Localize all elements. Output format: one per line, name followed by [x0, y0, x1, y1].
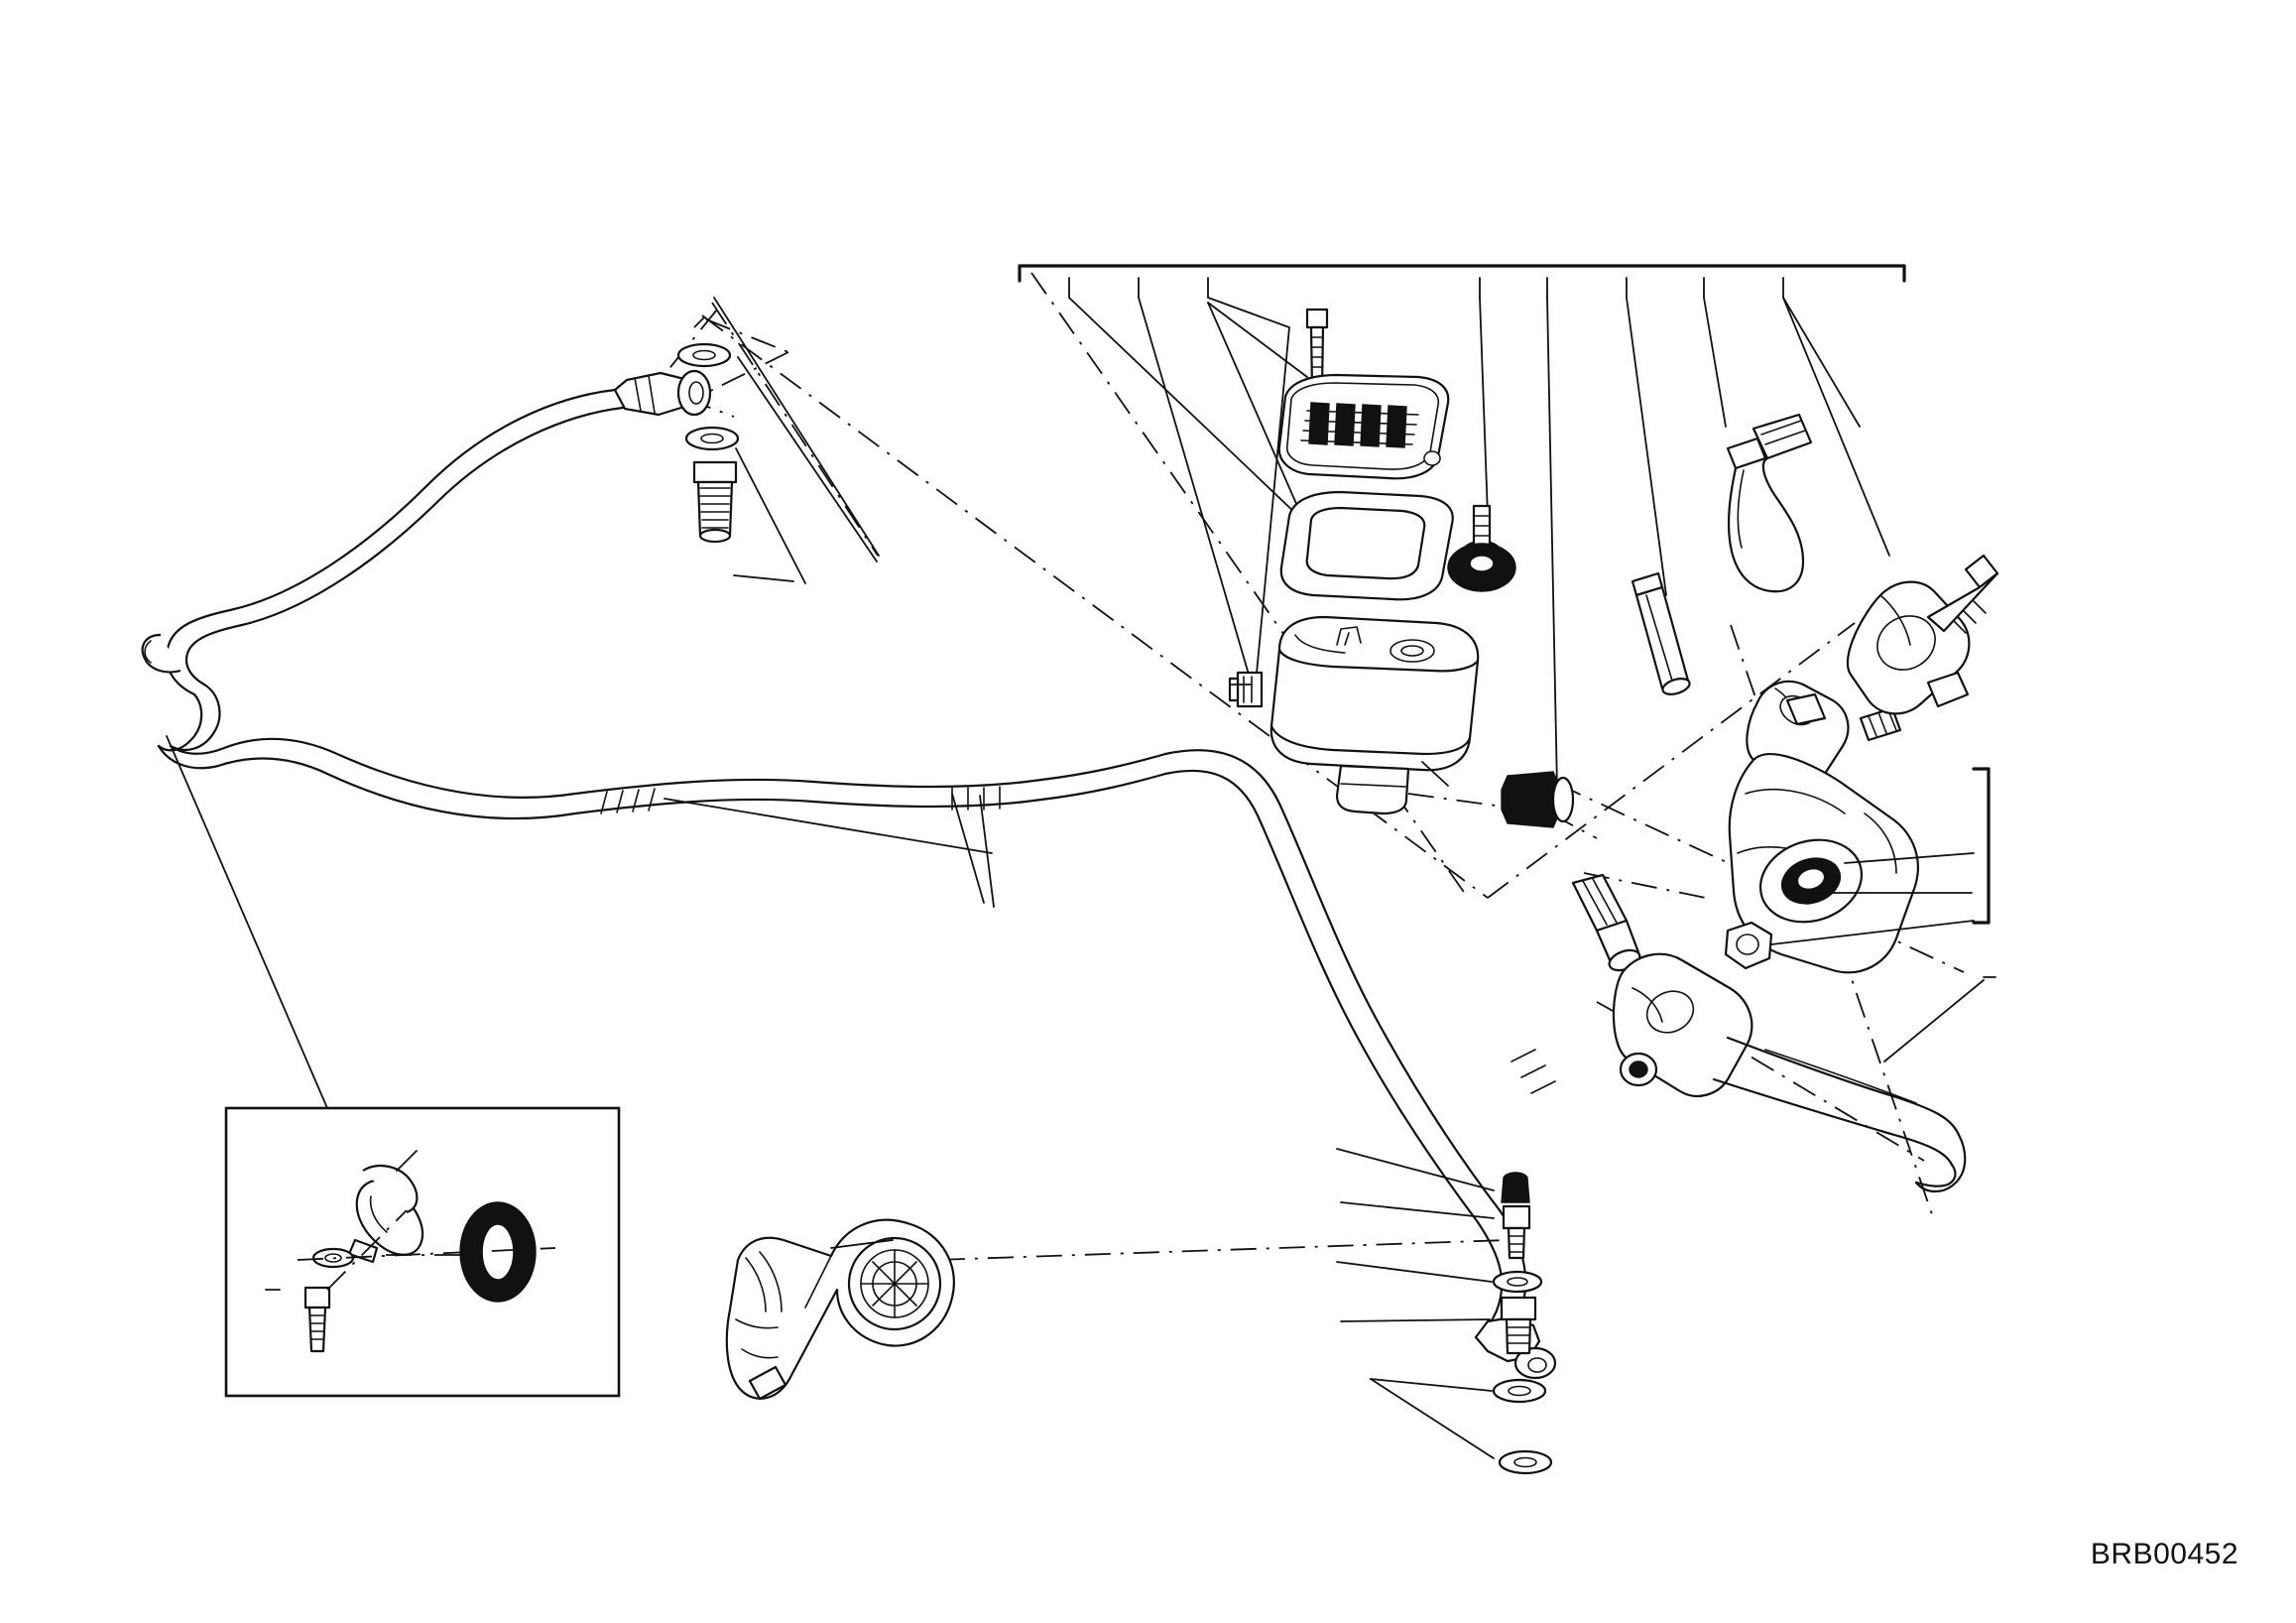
reservoir-cap [1279, 375, 1448, 478]
sealing-washer-lower-3 [1500, 1451, 1551, 1473]
clamp-half [1848, 582, 1969, 714]
sealing-washer-upper-1 [678, 344, 730, 366]
banjo-bolt-lower [1502, 1298, 1535, 1353]
reservoir-sight-plug [1448, 506, 1515, 591]
bleed-screw [1504, 1206, 1529, 1258]
banjo-bolt-upper [694, 462, 736, 542]
hose-clip-detail-box [167, 736, 619, 1396]
leader-lines-lower [1337, 1149, 1494, 1458]
reservoir-gasket [1281, 492, 1453, 599]
line-clip-on-hose [143, 635, 181, 673]
detail-grommet [460, 1202, 536, 1302]
top-assembly-bracket [1020, 266, 1904, 298]
bleed-cap [1502, 1173, 1529, 1202]
detail-line-clip [349, 1166, 423, 1262]
clutch-lever [1614, 954, 1965, 1191]
reservoir-hose-boot [1502, 772, 1573, 827]
detail-clip-screw [305, 1288, 329, 1351]
reference-code: BRB00452 [2090, 1538, 2238, 1570]
assembly-axis-lines [337, 273, 1964, 1265]
hose-sleeve-bands [601, 787, 1555, 1093]
sealing-washer-upper-2 [686, 428, 738, 449]
reservoir-retaining-clip [1230, 673, 1262, 706]
pivot-pin [1632, 573, 1691, 697]
reservoir-cap-group [1279, 310, 1448, 478]
lever-pivot-bolt [1621, 1054, 1656, 1085]
hose-upper-fitting [615, 371, 710, 415]
right-assembly-bracket [1974, 769, 1995, 977]
nut-pivot [1726, 923, 1771, 968]
sealing-washer-lower-2 [1494, 1380, 1545, 1402]
lever-adjuster [1573, 875, 1642, 974]
leader-lines-upperleft [665, 298, 994, 907]
sealing-washer-lower-1 [1494, 1272, 1541, 1292]
switch-wire [1728, 415, 1811, 591]
